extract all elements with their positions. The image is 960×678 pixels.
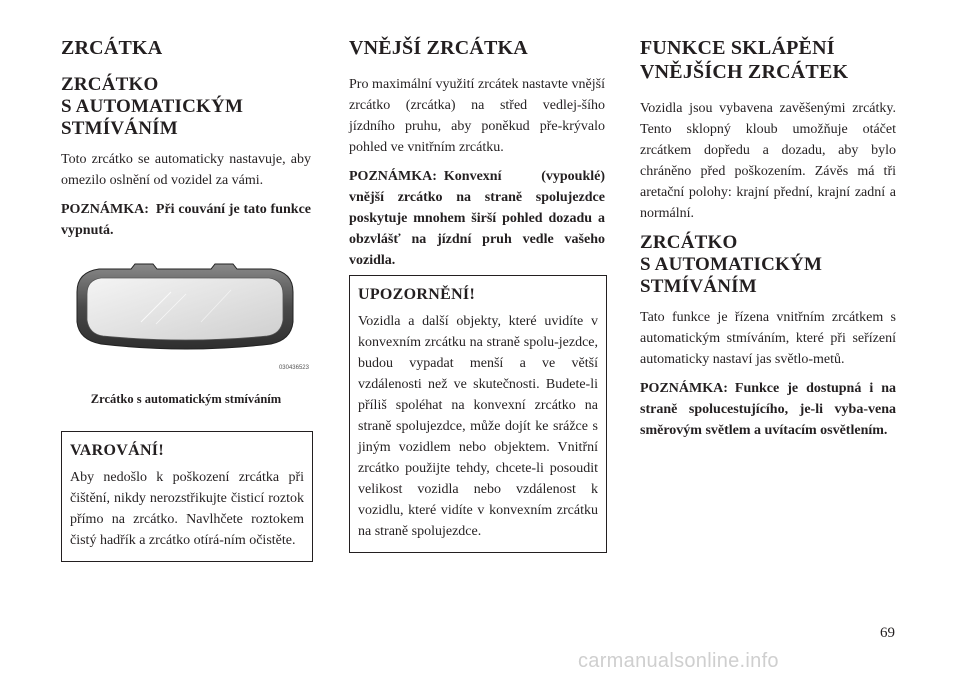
note-passenger-side (640, 378, 896, 441)
mirror-figure (61, 262, 311, 382)
paragraph-auto-dimming-outside: Tato funkce je řízena vnitřním zrcátkem s automatickým stmíváním, které při seřízení automaticky nastaví jas světlo-metů. (640, 310, 896, 367)
section-title-line1: FUNKCE SKLÁPĚNÍ (640, 37, 835, 59)
subsection-title-line2: S AUTOMATICKÝM (640, 254, 823, 275)
caution-title: UPOZORNĚNÍ! (358, 286, 476, 303)
section-title-mirrors: ZRCÁTKA (61, 37, 163, 59)
note-text: Při couvání je tato funkce vypnutá. (61, 202, 311, 238)
warning-text: Aby nedošlo k poškození zrcátka při čištění, nikdy nerozstřikujte čisticí roztok přímo na zrcátko. Navlhčete roztokem čistý hadřík a zrcátko otírá-ním očistěte. (70, 470, 304, 548)
section-title-folding-mirrors (640, 36, 896, 84)
rearview-mirror-illustration (61, 262, 311, 382)
caution-box (349, 275, 607, 553)
note-convex-mirror (349, 166, 605, 271)
note-reverse (61, 199, 311, 241)
paragraph-folding-mirrors: Vozidla jsou vybavena zavěšenými zrcátky. Tento sklopný kloub umožňuje otáčet zrcátkem dopředu a dozadu, aby bylo chráněno před poškozením. Závěs má tři aretační polohy: krajní přední, krajní zadní a normální. (640, 101, 896, 221)
note-text: Funkce je dostupná i na straně spolucestujícího, je-li vyba-vena směrovým světlem a uvítacím osvětlením. (640, 381, 896, 438)
subsection-title-auto-dimming (61, 74, 311, 140)
subsection-title-auto-dimming (640, 232, 896, 298)
note-label: POZNÁMKA: (61, 202, 149, 217)
column-middle (349, 36, 605, 279)
caution-text: Vozidla a další objekty, které uvidíte v konvexním zrcátku na straně spolu-jezdce, budou vypadat menší a ve větší vzdálenosti než ve skutečnosti. Budete-li příliš spoléhat na konvexní zrcátko na straně spolujezdce, může dojít ke srážce s jiným vozidlem nebo objektem. Vnitřní zrcátko použijte tehdy, chcete-li posoudit velikost vozidla nebo vzdálenost k vozidlu, které vidíte v konvexním zrcátku na straně spolujezdce. (358, 314, 598, 539)
paragraph-outside-mirrors: Pro maximální využití zrcátek nastavte vnější zrcátko (zrcátka) na střed vedlej-šího jízdního pruhu, aby poněkud pře-krývalo pohled ve vnitřním zrcátku. (349, 77, 605, 155)
note-text: Konvexní (vypouklé) vnější zrcátko na straně spolujezdce poskytuje mnohem širší pohled dozadu a obzvlášť na jízdní pruh vedle vašeho vozidla. (349, 169, 605, 268)
section-title-outside-mirrors: VNĚJŠÍ ZRCÁTKA (349, 37, 528, 59)
subsection-title-line3: STMÍVÁNÍM (640, 276, 757, 297)
column-right (640, 36, 896, 449)
subsection-title-line1: ZRCÁTKO (61, 74, 159, 95)
note-label: POZNÁMKA: (640, 381, 728, 396)
column-left (61, 36, 311, 249)
watermark: carmanualsonline.info (578, 650, 779, 672)
paragraph-auto-dimming: Toto zrcátko se automaticky nastavuje, aby omezilo oslnění od vozidel za vámi. (61, 152, 311, 188)
figure-code: 030436523 (278, 365, 309, 371)
page-number: 69 (880, 625, 895, 641)
subsection-title-line3: STMÍVÁNÍM (61, 118, 178, 139)
figure-caption: Zrcátko s automatickým stmíváním (90, 392, 282, 406)
warning-title: VAROVÁNÍ! (70, 442, 164, 459)
subsection-title-line1: ZRCÁTKO (640, 232, 738, 253)
section-title-line2: VNĚJŠÍCH ZRCÁTEK (640, 61, 849, 83)
warning-box (61, 431, 313, 562)
note-label: POZNÁMKA: (349, 169, 437, 184)
subsection-title-line2: S AUTOMATICKÝM (61, 96, 244, 117)
